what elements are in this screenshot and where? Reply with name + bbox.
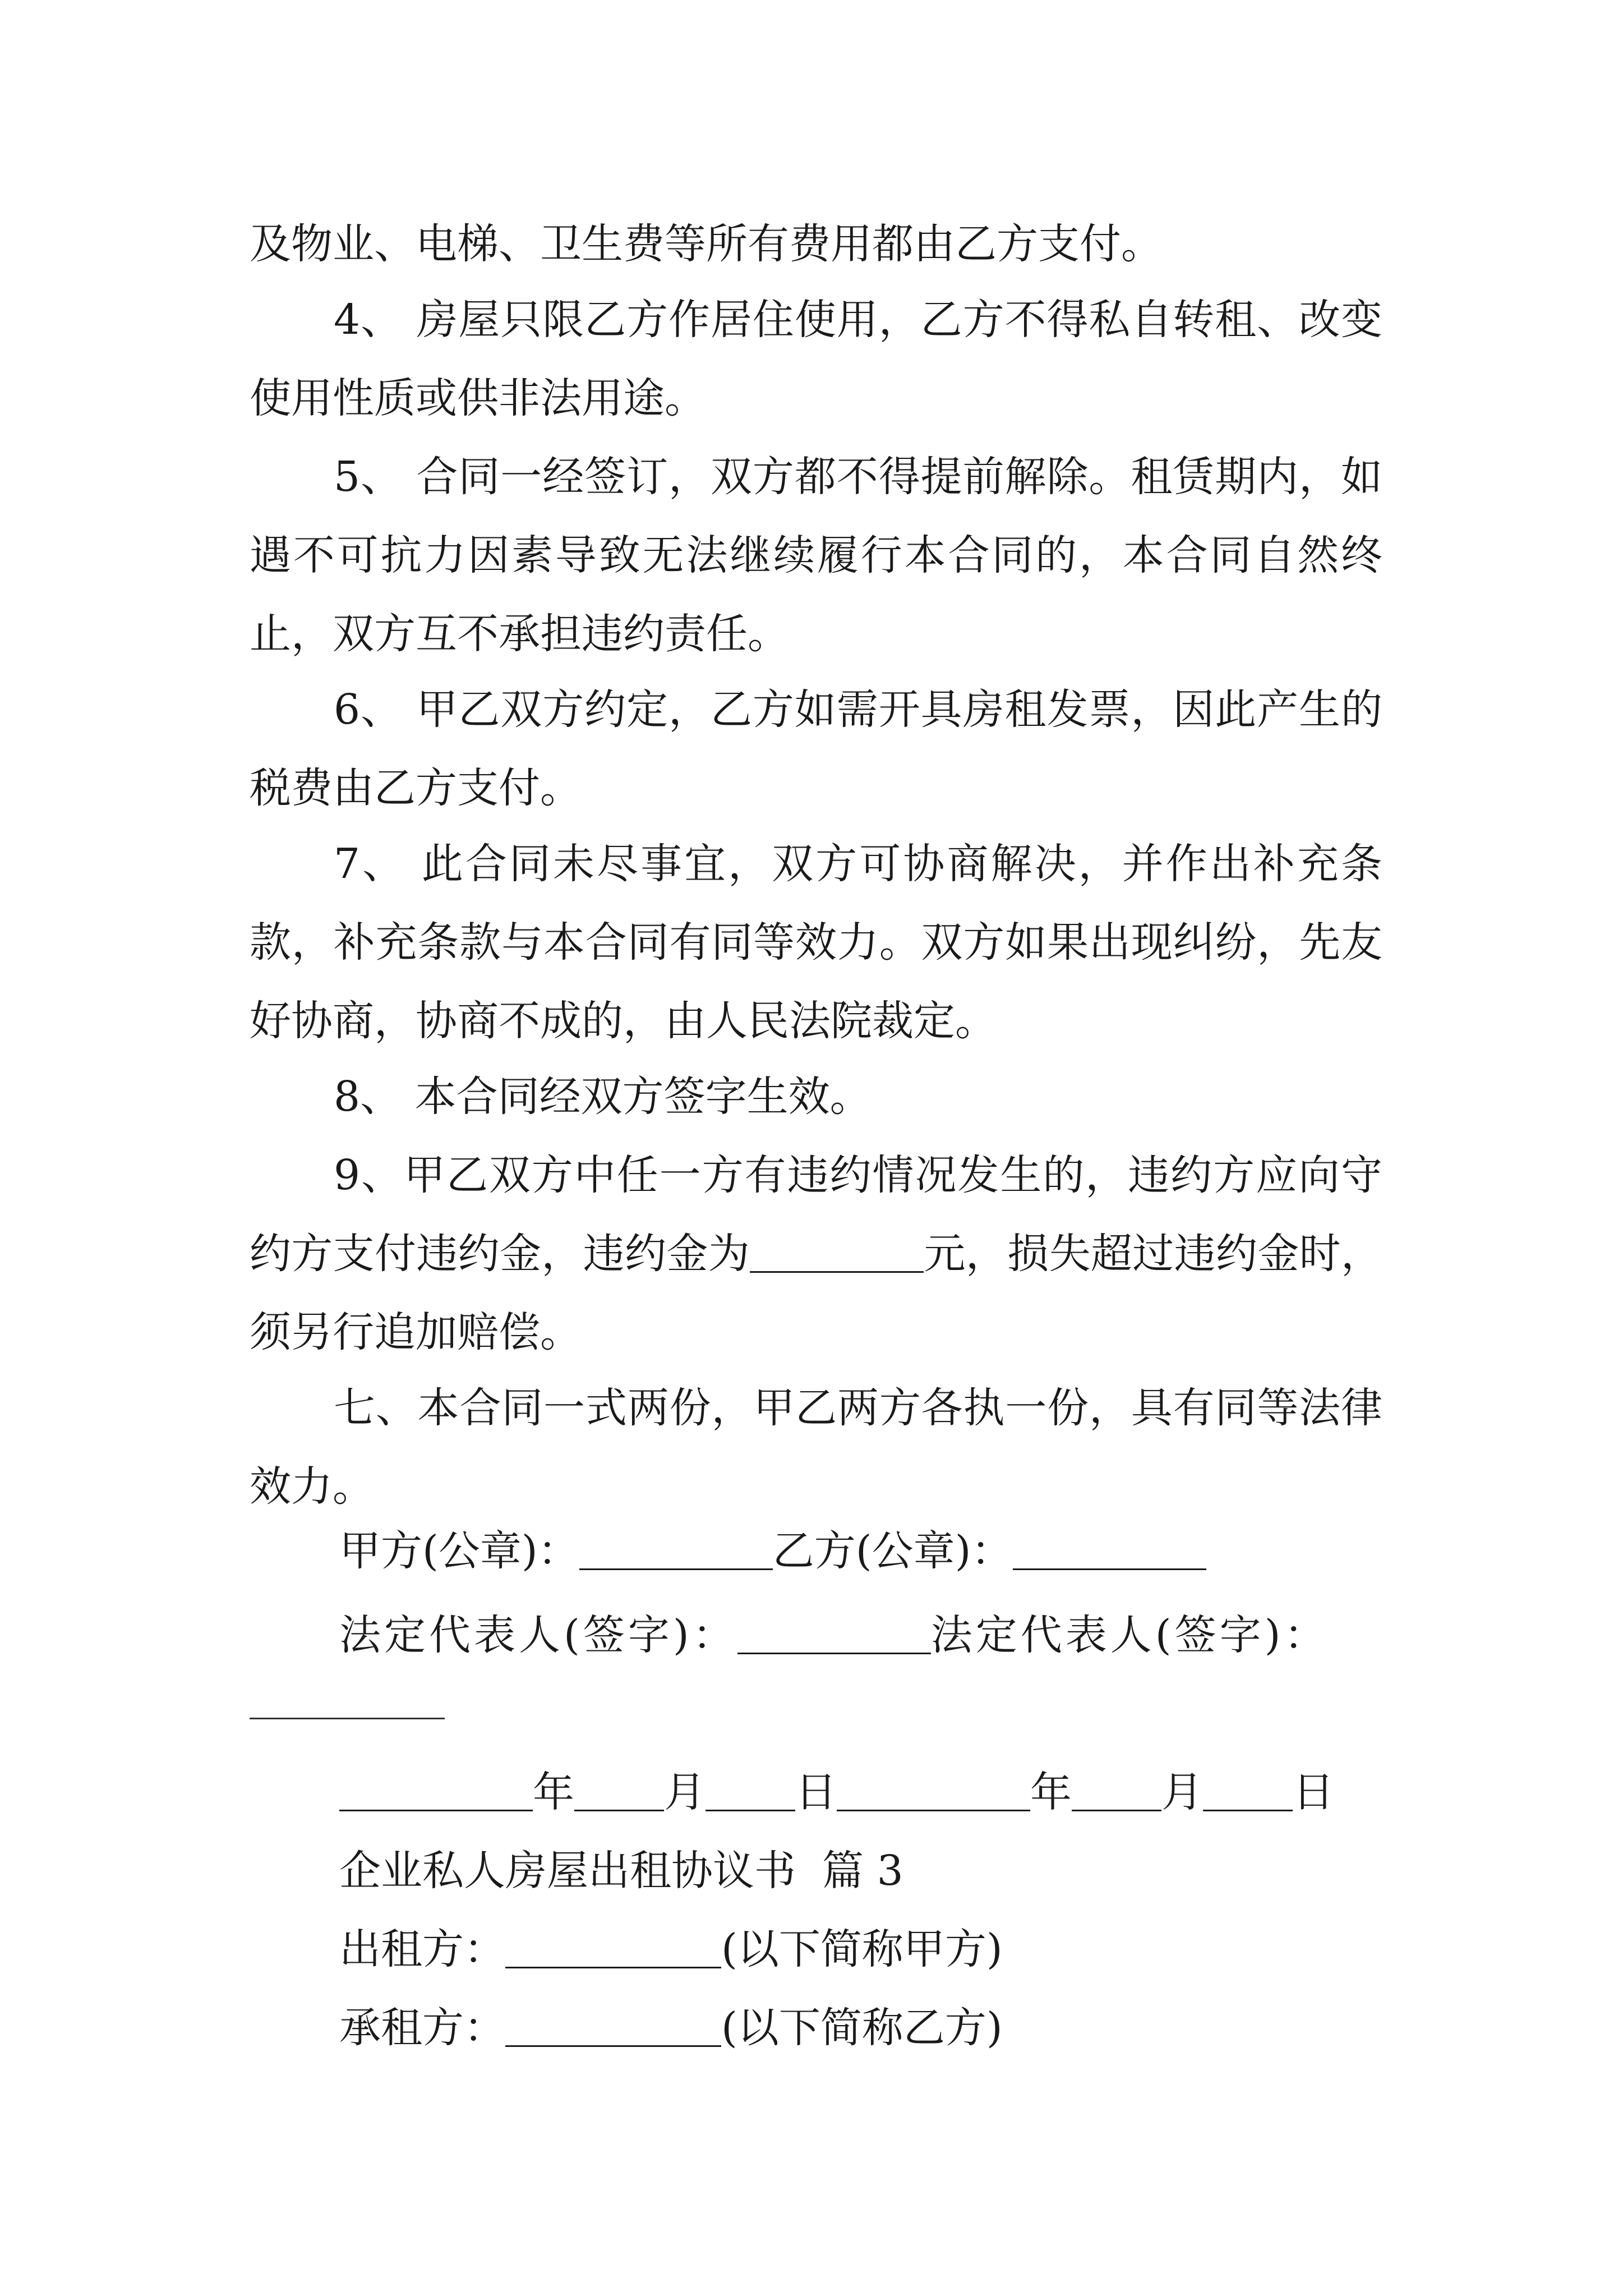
- lessor-name-blank: [505, 1929, 721, 1968]
- lessor-label: 出租方：: [339, 1925, 505, 1973]
- year-label-a: 年: [533, 1768, 574, 1816]
- party-a-legal-rep-label: 法定代表人(签字)：: [339, 1611, 737, 1659]
- party-b-seal-blank: [1013, 1531, 1206, 1570]
- month-blank-a: [574, 1772, 664, 1811]
- day-blank-a: [706, 1772, 795, 1811]
- month-label-a: 月: [664, 1768, 706, 1816]
- party-b-legal-rep-blank: [250, 1718, 445, 1719]
- party-seal-line: [339, 1523, 1206, 1579]
- clause-9-text-end: 元，损失超过违约金时，须另行追加赔偿。: [250, 1230, 1383, 1356]
- clause-6: 6、 甲乙双方约定，乙方如需开具房租发票，因此产生的税费由乙方支付。: [250, 685, 1382, 812]
- lessee-name-blank: [505, 2008, 721, 2047]
- clause-8: 8、 本合同经双方签字生效。: [334, 1073, 872, 1121]
- month-label-b: 月: [1161, 1768, 1203, 1816]
- legal-rep-line: [339, 1607, 1329, 1663]
- year-blank-a: [339, 1772, 533, 1811]
- clause-5: 5、 合同一经签订，双方都不得提前解除。租赁期内，如遇不可抗力因素导致无法继续履行本合同的，本合同自然终止，双方互不承担违约责任。: [250, 453, 1382, 658]
- party-a-legal-rep-blank: [737, 1615, 931, 1654]
- month-blank-b: [1072, 1772, 1161, 1811]
- party-a-seal-label: 甲方(公章)：: [339, 1527, 579, 1575]
- lessor-suffix: (以下简称甲方): [721, 1925, 1003, 1973]
- section-title: 企业私人房屋出租协议书 篇 3: [339, 1847, 903, 1895]
- clause-7: 7、 此合同未尽事宜，双方可协商解决，并作出补充条款，补充条款与本合同有同等效力。双方如果出现纠纷，先友好协商，协商不成的，由人民法院裁定。: [250, 840, 1382, 1045]
- clause-3-continuation: 及物业、电梯、卫生费等所有费用都由乙方支付。: [250, 220, 1163, 268]
- lessee-line: [339, 2000, 1003, 2056]
- party-b-legal-rep-label: 法定代表人(签字)：: [930, 1611, 1329, 1659]
- signing-date-line: [339, 1764, 1334, 1820]
- day-label-a: 日: [795, 1768, 837, 1816]
- clause-seven: 七、本合同一式两份，甲乙两方各执一份，具有同等法律效力。: [250, 1384, 1382, 1511]
- lessee-suffix: (以下简称乙方): [721, 2004, 1003, 2052]
- clause-9: [250, 1136, 1382, 1372]
- year-label-b: 年: [1030, 1768, 1072, 1816]
- lessor-line: [339, 1921, 1003, 1977]
- year-blank-b: [837, 1772, 1030, 1811]
- day-label-b: 日: [1293, 1768, 1334, 1816]
- party-b-seal-label: 乙方(公章)：: [772, 1527, 1013, 1575]
- penalty-amount-blank: [750, 1234, 924, 1273]
- day-blank-b: [1203, 1772, 1293, 1811]
- clause-9-text-start: 9、甲乙双方中任一方有违约情况发生的，违约方应向守约方支付违约金，违约金为: [250, 1151, 1382, 1278]
- lessee-label: 承租方：: [339, 2004, 505, 2052]
- party-a-seal-blank: [579, 1531, 773, 1570]
- clause-4: 4、 房屋只限乙方作居住使用，乙方不得私自转租、改变使用性质或供非法用途。: [250, 296, 1382, 422]
